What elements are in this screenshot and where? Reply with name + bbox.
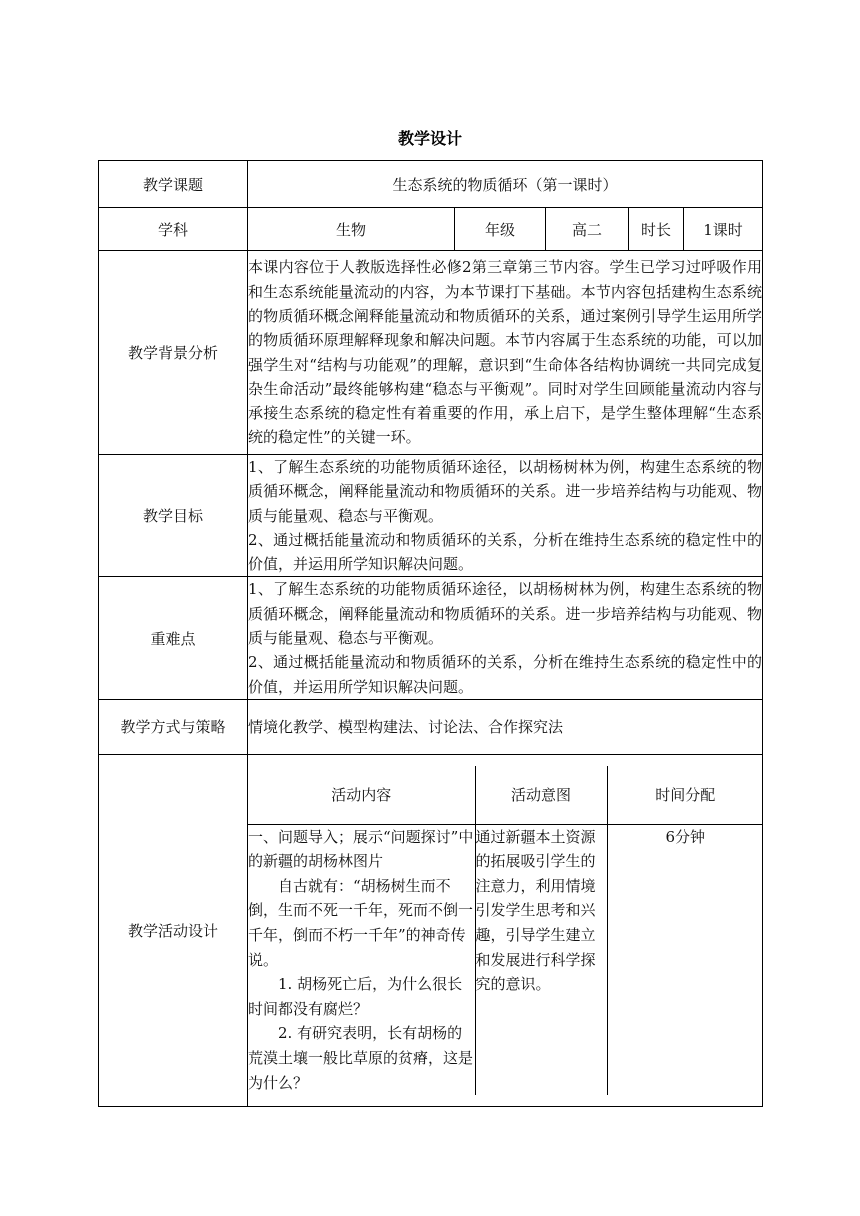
activities-table [248, 766, 763, 1096]
objective-item-2: 2、通过概括能量流动和物质循环的关系，分析在维持生态系统的稳定性中的价值，并运用所学知识解决问题。 [248, 530, 762, 574]
background-text: 本课内容位于人教版选择性必修2第三章第三节内容。学生已学习过呼吸作用和生态系统能量流动的内容，为本节课打下基础。本节内容包括建构生态系统的物质循环概念阐释能量流动和物质循环的关系，通过案例引导学生运用所学的物质循环原理解释现象和解决问题。本节内容属于生态系统的功能，可以加强学生对“结构与功能观”的理解，意识到“生命体各结构协调统一共同完成复杂生命活动”最终能够构建“稳态与平衡观”。同时对学生回顾能量流动内容与承接生态系统的稳定性有着重要的作用，承上启下，是学生整体理解“生态系统的稳定性”的关键一环。 [248, 251, 763, 455]
methods-value: 情境化教学、模型构建法、讨论法、合作探究法 [248, 699, 763, 754]
header-time-allocation: 时间分配 [607, 766, 763, 825]
objectives-cell [248, 455, 763, 577]
header-activity-intent: 活动意图 [475, 766, 607, 825]
header-activity-content: 活动内容 [248, 766, 475, 825]
objectives-row [99, 455, 763, 577]
key-point-item-2: 2、通过概括能量流动和物质循环的关系，分析在维持生态系统的稳定性中的价值，并运用所学知识解决问题。 [248, 653, 762, 696]
background-label: 教学背景分析 [99, 251, 248, 455]
background-row [99, 251, 763, 455]
key-points-cell [248, 577, 763, 699]
activity-intent-cell: 通过新疆本土资源的拓展吸引学生的注意力，利用情境引发学生思考和兴趣，引导学生建立和发展进行科学探究的意识。 [475, 824, 607, 1095]
duration-value: 1课时 [684, 208, 763, 251]
topic-row [99, 161, 763, 208]
activities-label: 教学活动设计 [99, 754, 248, 1106]
activities-header-row [248, 766, 763, 825]
activity-question-2: 2. 有研究表明，长有胡杨的荒漠土壤一般比草原的贫瘠，这是为什么？ [248, 1024, 474, 1092]
key-point-item-1: 1、了解生态系统的功能物质循环途径，以胡杨树林为例，构建生态系统的物质循环概念，阐释能量流动和物质循环的关系。进一步培养结构与功能观、物质与能量观、稳态与平衡观。 [248, 580, 762, 648]
activity-content-intro: 一、问题导入；展示“问题探讨”中的新疆的胡杨林图片 [248, 827, 474, 871]
meta-row [99, 208, 763, 251]
key-points-row [99, 577, 763, 699]
topic-label: 教学课题 [99, 161, 248, 208]
methods-row [99, 699, 763, 754]
key-points-label: 重难点 [99, 577, 248, 699]
activity-time-cell: 6分钟 [607, 824, 763, 1095]
objective-item-1: 1、了解生态系统的功能物质循环途径，以胡杨树林为例，构建生态系统的物质循环概念，阐释能量流动和物质循环的关系。进一步培养结构与功能观、物质与能量观、稳态与平衡观。 [248, 458, 762, 525]
subject-value: 生物 [248, 208, 455, 251]
methods-label: 教学方式与策略 [99, 699, 248, 754]
duration-label: 时长 [629, 208, 684, 251]
activities-cell [248, 754, 763, 1106]
activities-row [99, 754, 763, 1106]
activity-row [248, 824, 763, 1095]
subject-label: 学科 [99, 208, 248, 251]
grade-value: 高二 [546, 208, 629, 251]
grade-label: 年级 [455, 208, 546, 251]
lesson-plan-table [98, 160, 763, 1107]
activity-question-1: 1. 胡杨死亡后，为什么很长时间都没有腐烂？ [248, 975, 463, 1018]
document-title: 教学设计 [397, 129, 462, 148]
topic-value: 生态系统的物质循环（第一课时） [248, 161, 763, 208]
activity-content-cell [248, 824, 475, 1095]
objectives-label: 教学目标 [99, 455, 248, 577]
activity-content-legend: 自古就有：“胡杨树生而不倒，生而不死一千年，死而不倒一千年，倒而不朽一千年”的神奇传说。 [248, 876, 474, 969]
